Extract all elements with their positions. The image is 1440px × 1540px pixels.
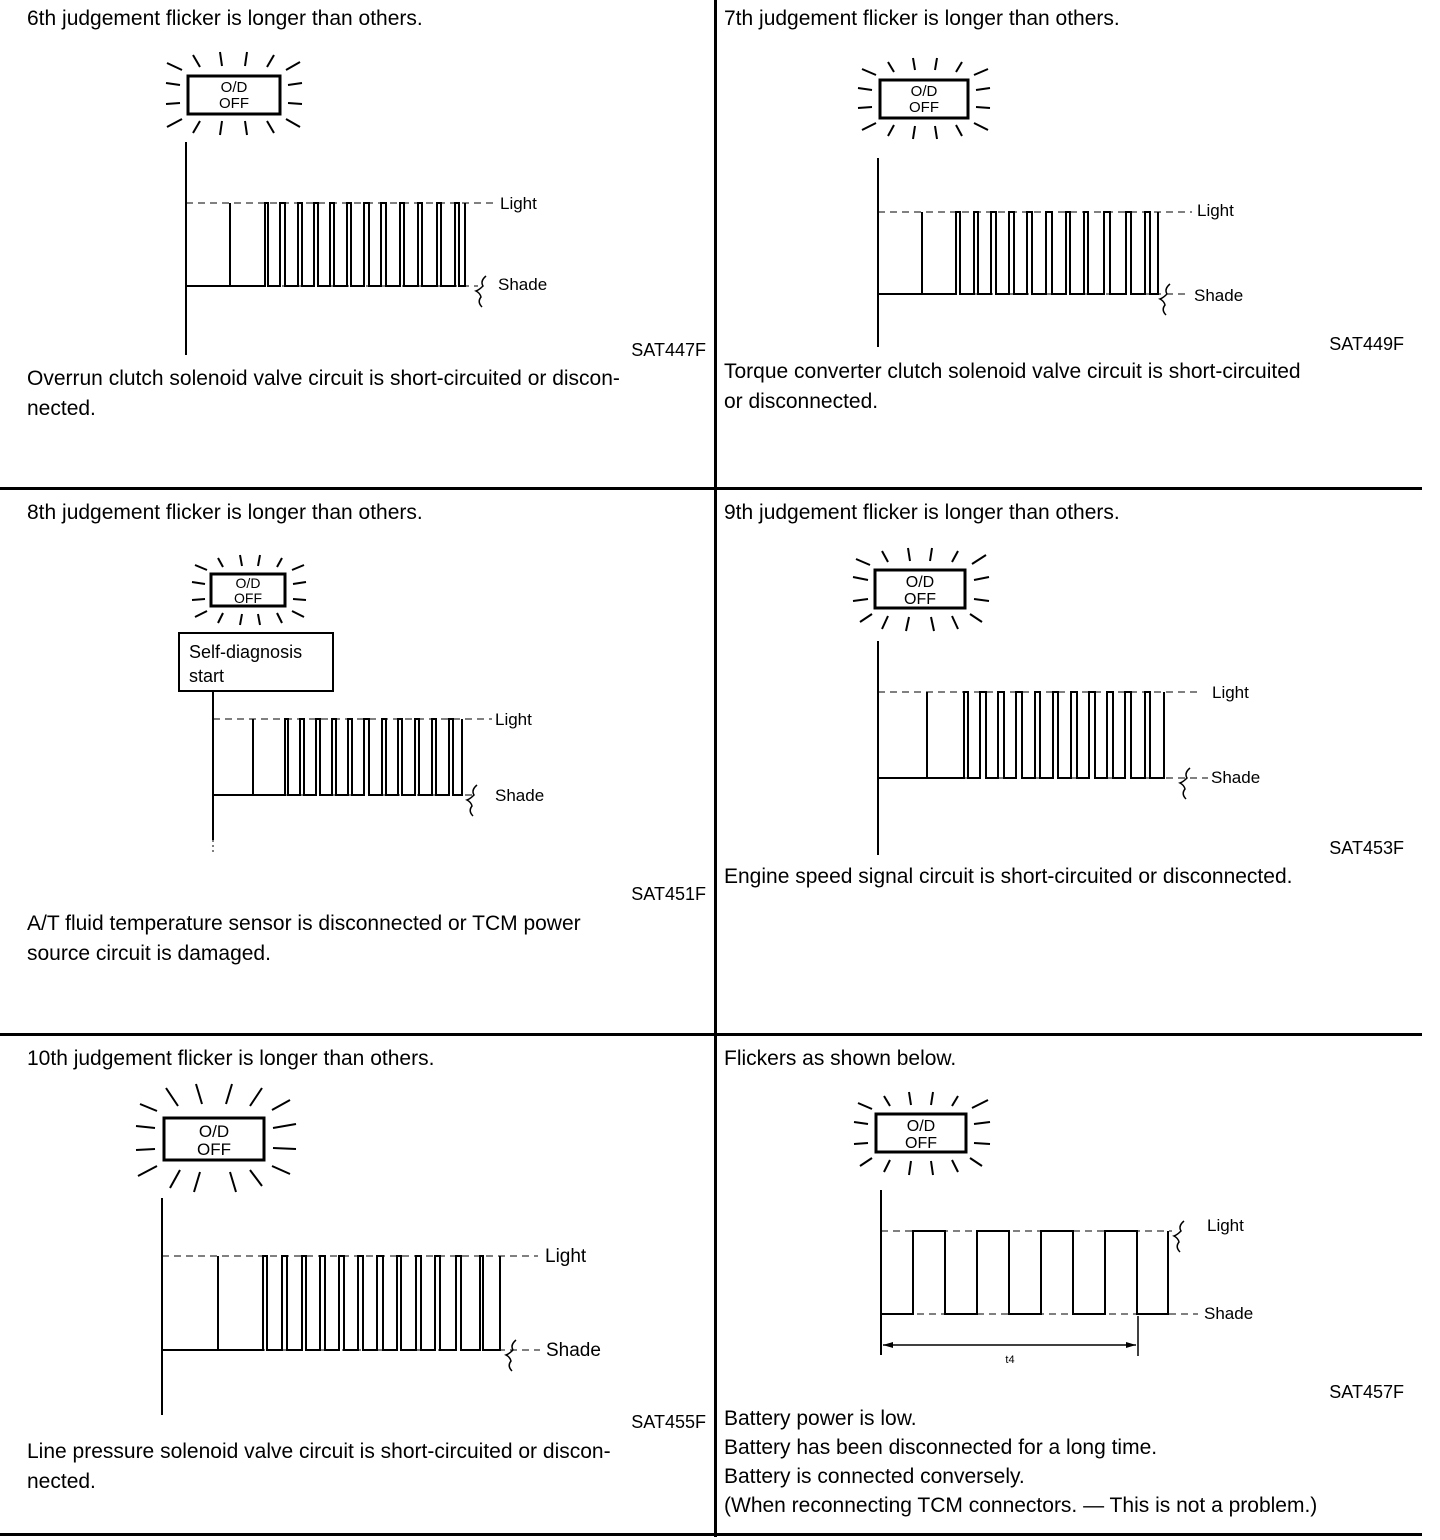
figure-code: SAT453F (1329, 838, 1404, 858)
cell-heading: 9th judgement flicker is longer than others. (724, 501, 1120, 524)
light-label: Light (1207, 1216, 1244, 1235)
description-line: source circuit is damaged. (27, 941, 271, 965)
lamp-label-od: O/D (910, 83, 938, 100)
shade-label: Shade (1204, 1304, 1254, 1323)
lamp-label-off: OFF (234, 590, 262, 606)
description-line: Overrun clutch solenoid valve circuit is short-circuited or discon- (27, 367, 620, 390)
description-line: or disconnected. (724, 389, 879, 413)
shade-label: Shade (546, 1340, 601, 1361)
box-label-line2: start (189, 666, 225, 686)
cell-heading: 10th judgement flicker is longer than others. (27, 1047, 435, 1070)
description-line: Torque converter clutch solenoid valve circuit is short-circuited (724, 360, 1301, 383)
cell-heading: 8th judgement flicker is longer than others. (27, 501, 423, 524)
figure-code: SAT451F (631, 884, 706, 904)
description-line: A/T fluid temperature sensor is disconnected or TCM power (27, 912, 581, 935)
cell-heading: 7th judgement flicker is longer than others. (724, 7, 1120, 30)
light-label: Light (1197, 201, 1234, 220)
description-line: (When reconnecting TCM connectors. — This is not a problem.) (724, 1494, 1318, 1517)
description-line: Battery power is low. (724, 1407, 917, 1430)
shade-label: Shade (1194, 286, 1244, 305)
description-line: Battery has been disconnected for a long time. (724, 1436, 1158, 1459)
description-line: Battery is connected conversely. (724, 1465, 1025, 1488)
lamp-label-off: OFF (197, 1140, 231, 1159)
lamp-label-od: O/D (198, 1122, 230, 1141)
light-label: Light (1212, 683, 1249, 702)
description-line: nected. (27, 396, 96, 420)
figure-code: SAT449F (1329, 334, 1404, 354)
light-label: Light (545, 1246, 587, 1267)
t4-label: t4 (1005, 1354, 1015, 1366)
box-label-line1: Self-diagnosis (189, 642, 303, 662)
lamp-label-od: O/D (905, 574, 935, 591)
shade-label: Shade (1211, 768, 1261, 787)
lamp-label-off: OFF (909, 99, 939, 116)
description-line: Line pressure solenoid valve circuit is short-circuited or discon- (27, 1440, 611, 1463)
cell-heading: 6th judgement flicker is longer than others. (27, 7, 423, 30)
light-label: Light (495, 710, 532, 729)
figure-code: SAT447F (631, 340, 706, 360)
figure-code: SAT457F (1329, 1382, 1404, 1402)
light-label: Light (500, 194, 537, 213)
description-line: nected. (27, 1469, 96, 1493)
t4-dimension-arrow (883, 1342, 1136, 1348)
brace-icon (1174, 1221, 1184, 1252)
cell-description (724, 1404, 1317, 1520)
lamp-label-od: O/D (906, 1118, 936, 1135)
lamp-label-off: OFF (219, 95, 249, 112)
lamp-label-od: O/D (220, 79, 248, 96)
description-line: Engine speed signal circuit is short-circuited or disconnected. (724, 865, 1293, 888)
shade-label: Shade (495, 786, 545, 805)
cell-heading: Flickers as shown below. (724, 1047, 957, 1070)
figure-code: SAT455F (631, 1412, 706, 1432)
lamp-label-off: OFF (905, 1135, 937, 1152)
lamp-label-off: OFF (904, 591, 936, 608)
flicker-waveform (881, 1231, 1168, 1314)
lamp-label-od: O/D (235, 575, 261, 591)
shade-label: Shade (498, 275, 548, 294)
